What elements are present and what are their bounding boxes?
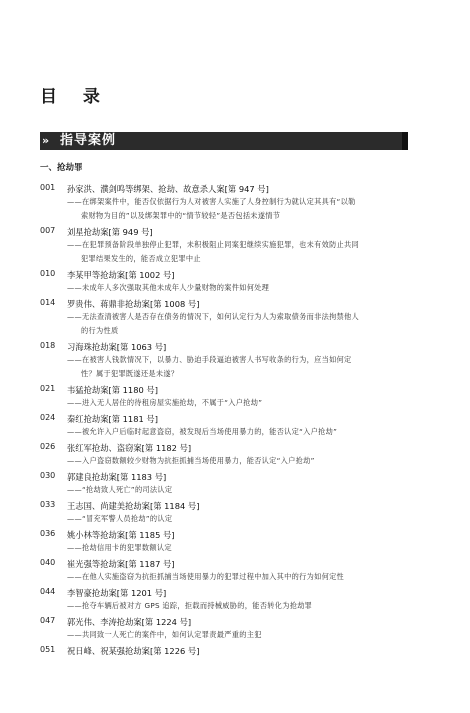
entry-note: ——“抢劫致人死亡”的司法认定 — [67, 485, 173, 494]
page-number: 047 — [40, 616, 56, 625]
toc-entry[interactable] — [40, 645, 440, 673]
page-number: 021 — [40, 384, 56, 393]
page-number: 010 — [40, 269, 56, 278]
entry-note: ——“冒充军警人员抢劫”的认定 — [67, 514, 173, 523]
toc-entry[interactable] — [40, 587, 440, 615]
page-number: 051 — [40, 645, 56, 654]
entry-title: 张红军抢劫、盗窃案[第 1182 号] — [67, 443, 192, 453]
toc-entry[interactable] — [40, 183, 440, 220]
toc-entry[interactable] — [40, 226, 440, 263]
entry-title: 姚小林等抢劫案[第 1185 号] — [67, 530, 175, 540]
entry-note: 的行为性质 — [81, 326, 119, 335]
entry-note: ——进入无人居住的待租房屋实施抢劫，不属于“入户抢劫” — [67, 398, 263, 407]
toc-entry[interactable] — [40, 558, 440, 586]
entry-note: ——未成年人多次强取其他未成年人少量财物的案件如何处理 — [67, 283, 270, 292]
toc-entry[interactable] — [40, 442, 440, 470]
entry-note: ——抢劫信用卡的犯罪数额认定 — [67, 543, 172, 552]
entry-title: 郭光伟、李涛抢劫案[第 1224 号] — [67, 617, 192, 627]
entry-title: 王志国、尚建美抢劫案[第 1184 号] — [67, 501, 200, 511]
page-number: 024 — [40, 413, 56, 422]
banner-label: 指导案例 — [60, 133, 117, 148]
toc-entry[interactable] — [40, 298, 440, 335]
entry-note: 性？属于犯罪既遂还是未遂？ — [81, 369, 179, 378]
toc-entry[interactable] — [40, 500, 440, 528]
section-heading: 一、抢劫罪 — [40, 163, 83, 173]
toc-entry[interactable] — [40, 471, 440, 499]
entry-title: 韦猛抢劫案[第 1180 号] — [67, 385, 158, 395]
toc-entry[interactable] — [40, 384, 440, 412]
page-number: 018 — [40, 341, 56, 350]
page-number: 033 — [40, 500, 56, 509]
section-banner — [40, 132, 408, 150]
page-number: 007 — [40, 226, 56, 235]
entry-note: ——在绑架案件中，能否仅依据行为人对被害人实施了人身控制行为就认定其具有“以勒 — [67, 197, 356, 206]
entry-title: 习海珠抢劫案[第 1063 号] — [67, 342, 167, 352]
entry-title: 孙家洪、濮剑鸣等绑架、抢劫、故意杀人案[第 947 号] — [67, 184, 269, 194]
page-number: 044 — [40, 587, 56, 596]
entry-note: ——共同致一人死亡的案件中，如何认定罪责最严重的主犯 — [67, 630, 262, 639]
entry-note: ——在他人实施盗窃为抗拒抓捕当场使用暴力的犯罪过程中加入其中的行为如何定性 — [67, 572, 345, 581]
entry-note: ——入户盗窃数额较少财物为抗拒抓捕当场使用暴力，能否认定“入户抢劫” — [67, 456, 315, 465]
toc-entry[interactable] — [40, 269, 440, 297]
page-number: 036 — [40, 529, 56, 538]
page-number: 030 — [40, 471, 56, 480]
entry-note: ——无法查清被害人是否存在债务的情况下，如何认定行为人为索取债务而非法拘禁他人 — [67, 312, 360, 321]
entry-title: 郭建良抢劫案[第 1183 号] — [67, 472, 167, 482]
entry-note: 犯罪结果发生的，能否成立犯罪中止 — [81, 254, 201, 263]
entry-note: ——在被害人钱款情况下，以暴力、胁迫手段逼迫被害人书写收条的行为，应当如何定 — [67, 355, 352, 364]
toc-entry[interactable] — [40, 341, 440, 378]
entry-title: 罗贵伟、蒋鼎非抢劫案[第 1008 号] — [67, 299, 200, 309]
entry-title: 秦红抢劫案[第 1181 号] — [67, 414, 158, 424]
entry-title: 崔光强等抢劫案[第 1187 号] — [67, 559, 175, 569]
entry-title: 李智豪抢劫案[第 1201 号] — [67, 588, 167, 598]
entry-title: 刘星抢劫案[第 949 号] — [67, 227, 153, 237]
toc-entry[interactable] — [40, 616, 440, 644]
page-number: 014 — [40, 298, 56, 307]
double-chevron-icon: » — [42, 134, 50, 147]
page-number: 001 — [40, 183, 56, 192]
page-number: 026 — [40, 442, 56, 451]
entry-note: ——在犯罪预备阶段单独停止犯罪，未积极阻止同案犯继续实施犯罪，也未有效防止共同 — [67, 240, 360, 249]
entry-note: 索财物为目的”以及绑架罪中的“情节较轻”是否包括未遂情节 — [81, 211, 281, 220]
entry-title: 祝日峰、祝某强抢劫案[第 1226 号] — [67, 646, 200, 656]
toc-entry[interactable] — [40, 413, 440, 441]
entry-title: 李某甲等抢劫案[第 1002 号] — [67, 270, 175, 280]
entry-note: ——抢夺车辆后被对方 GPS 追踪，拒载而持械威胁的，能否转化为抢劫罪 — [67, 601, 313, 610]
page-number: 040 — [40, 558, 56, 567]
toc-entry[interactable] — [40, 529, 440, 557]
page-title: 目 录 — [40, 87, 110, 107]
entry-note: ——被允许入户后临时起意盗窃，被发现后当场使用暴力的，能否认定“入户抢劫” — [67, 427, 338, 436]
